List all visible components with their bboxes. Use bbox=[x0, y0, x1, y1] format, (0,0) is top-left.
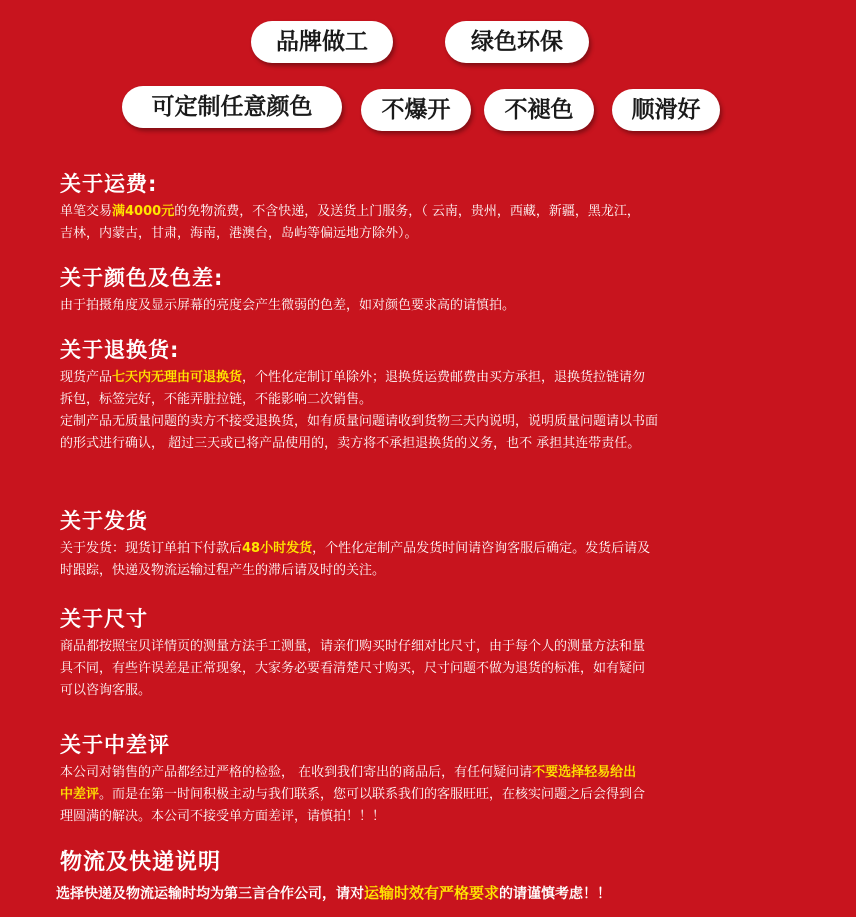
logistics-highlight: 运输时效有严格要求 bbox=[364, 884, 500, 902]
section-size bbox=[60, 603, 800, 702]
tag-smooth: 顺滑好 bbox=[612, 89, 720, 131]
size-heading: 关于尺寸 bbox=[60, 607, 148, 631]
reviews-line2-b: 。而是在第一时间积极主动与我们联系，您可以联系我们的客服旺旺，在核实问题之后会得到合 bbox=[99, 787, 646, 802]
returns-heading: 关于退换货: bbox=[60, 338, 180, 362]
section-reviews bbox=[60, 729, 800, 828]
reviews-line3: 理圆满的解决。本公司不接受单方面差评，请慎拍！！！ bbox=[60, 809, 386, 824]
tag-no-burst: 不爆开 bbox=[361, 89, 471, 131]
returns-line3: 定制产品无质量问题的卖方不接受退换货，如有质量问题请收到货物三天内说明，说明质量问题请以书面 bbox=[60, 414, 659, 429]
delivery-line2: 时跟踪，快递及物流运输过程产生的滞后请及时的关注。 bbox=[60, 563, 386, 578]
section-shipping-fee bbox=[60, 168, 800, 245]
logistics-heading: 物流及快递说明 bbox=[60, 850, 222, 875]
logistics-line1-b: 的请谨慎考虑！！ bbox=[499, 886, 612, 902]
logistics-line1-a: 选择快递及物流运输时均为第三言合作公司，请对 bbox=[56, 886, 364, 902]
tag-no-fade: 不褪色 bbox=[484, 89, 594, 131]
returns-line2: 拆包，标签完好，不能弄脏拉链，不能影响二次销售。 bbox=[60, 392, 373, 407]
shipping-fee-line1-a: 单笔交易 bbox=[60, 204, 113, 219]
logistics-text bbox=[56, 882, 800, 903]
size-line3: 可以咨询客服。 bbox=[60, 683, 152, 698]
size-line2: 具不同，有些许误差是正常现象，大家务必要看清楚尺寸购买，尺寸问题不做为退货的标准，如有疑问 bbox=[60, 661, 646, 676]
returns-highlight: 七天内无理由可退换货 bbox=[112, 370, 243, 385]
size-line1: 商品都按照宝贝详情页的测量方法手工测量，请亲们购买时仔细对比尺寸，由于每个人的测量方法和量 bbox=[60, 639, 646, 654]
shipping-fee-line2: 吉林，内蒙古，甘肃，海南，港澳台，岛屿等偏远地方除外）。 bbox=[60, 226, 418, 241]
shipping-fee-heading: 关于运费: bbox=[60, 172, 158, 196]
reviews-highlight-a: 不要选择轻易给出 bbox=[532, 765, 637, 780]
delivery-line1-b: ，个性化定制产品发货时间请咨询客服后确定。发货后请及 bbox=[312, 541, 651, 556]
delivery-text bbox=[60, 538, 800, 582]
color-diff-heading: 关于颜色及色差: bbox=[60, 266, 224, 290]
shipping-fee-highlight: 满4000元 bbox=[112, 204, 175, 219]
size-text bbox=[60, 636, 800, 702]
section-returns bbox=[60, 334, 800, 455]
reviews-heading: 关于中差评 bbox=[60, 733, 170, 757]
section-color-difference bbox=[60, 262, 800, 317]
tag-eco-friendly: 绿色环保 bbox=[445, 21, 589, 63]
delivery-heading: 关于发货 bbox=[60, 509, 148, 533]
reviews-line1-a: 本公司对销售的产品都经过严格的检验， 在收到我们寄出的商品后，有任何疑问请 bbox=[60, 765, 533, 780]
tag-brand-quality: 品牌做工 bbox=[251, 21, 393, 63]
section-logistics bbox=[56, 845, 800, 903]
color-diff-text: 由于拍摄角度及显示屏幕的亮度会产生微弱的色差，如对颜色要求高的请慎拍。 bbox=[60, 298, 516, 313]
tag-custom-color: 可定制任意颜色 bbox=[122, 86, 342, 128]
returns-line1-b: ，个性化定制订单除外；退换货运费邮费由买方承担，退换货拉链请勿 bbox=[242, 370, 646, 385]
returns-line1-a: 现货产品 bbox=[60, 370, 113, 385]
delivery-highlight: 48小时发货 bbox=[242, 541, 313, 556]
shipping-fee-text bbox=[60, 201, 800, 245]
reviews-text bbox=[60, 762, 800, 828]
section-delivery bbox=[60, 505, 800, 582]
returns-line4: 的形式进行确认， 超过三天或已将产品使用的，卖方将不承担退换货的义务，也不 承担其连带责任。 bbox=[60, 436, 641, 451]
reviews-highlight-b: 中差评 bbox=[60, 787, 100, 802]
returns-text bbox=[60, 367, 800, 455]
delivery-line1-a: 关于发货：现货订单拍下付款后 bbox=[60, 541, 243, 556]
shipping-fee-line1-b: 的免物流费，不含快递，及送货上门服务，（ 云南，贵州，西藏，新疆，黑龙江， bbox=[174, 204, 640, 219]
